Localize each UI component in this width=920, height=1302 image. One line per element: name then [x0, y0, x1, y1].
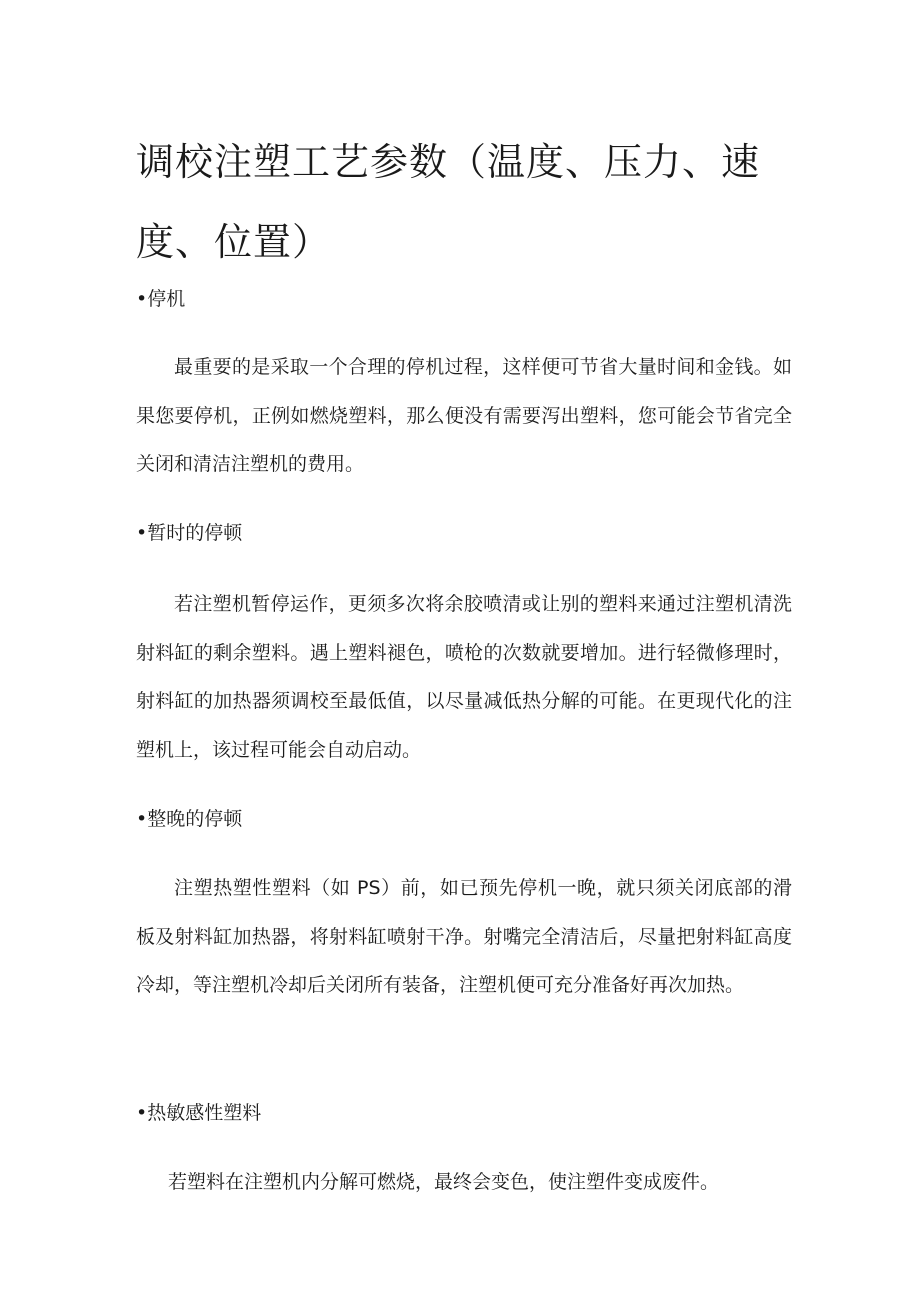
section-paragraph-shutdown: 最重要的是采取一个合理的停机过程，这样便可节省大量时间和金钱。如果您要停机，正例如燃烧塑料，那么便没有需要泻出塑料，您可能会节省完全关闭和清洁注塑机的费用。 — [136, 356, 792, 475]
section-heading-shutdown: •停机 — [136, 288, 186, 310]
section-paragraph-heat-sensitive: 若塑料在注塑机内分解可燃烧，最终会变色，使注塑件变成废件。 — [168, 1171, 720, 1193]
section-paragraph-temporary-pause: 若注塑机暂停运作，更须多次将余胶喷清或让别的塑料来通过注塑机清洗射料缸的剩余塑料。遇上塑料褪色，喷枪的次数就要增加。进行轻微修理时，射料缸的加热器须调校至最低值，以尽量减低热分解的可能。在更现代化的注塑机上，该过程可能会自动启动。 — [136, 593, 792, 761]
section-heading-heat-sensitive: •热敏感性塑料 — [136, 1102, 262, 1124]
page-title: 调校注塑工艺参数（温度、压力、速度、位置） — [136, 140, 761, 264]
section-heading-overnight-pause: •整晚的停顿 — [136, 808, 243, 830]
section-heading-temporary-pause: •暂时的停顿 — [136, 522, 243, 544]
section-paragraph-overnight-pause: 注塑热塑性塑料（如 PS）前，如已预先停机一晚，就只须关闭底部的滑板及射料缸加热器，将射料缸喷射干净。射嘴完全清洁后，尽量把射料缸高度冷却，等注塑机冷却后关闭所有装备，注塑机便可充分准备好再次加热。 — [136, 877, 792, 996]
